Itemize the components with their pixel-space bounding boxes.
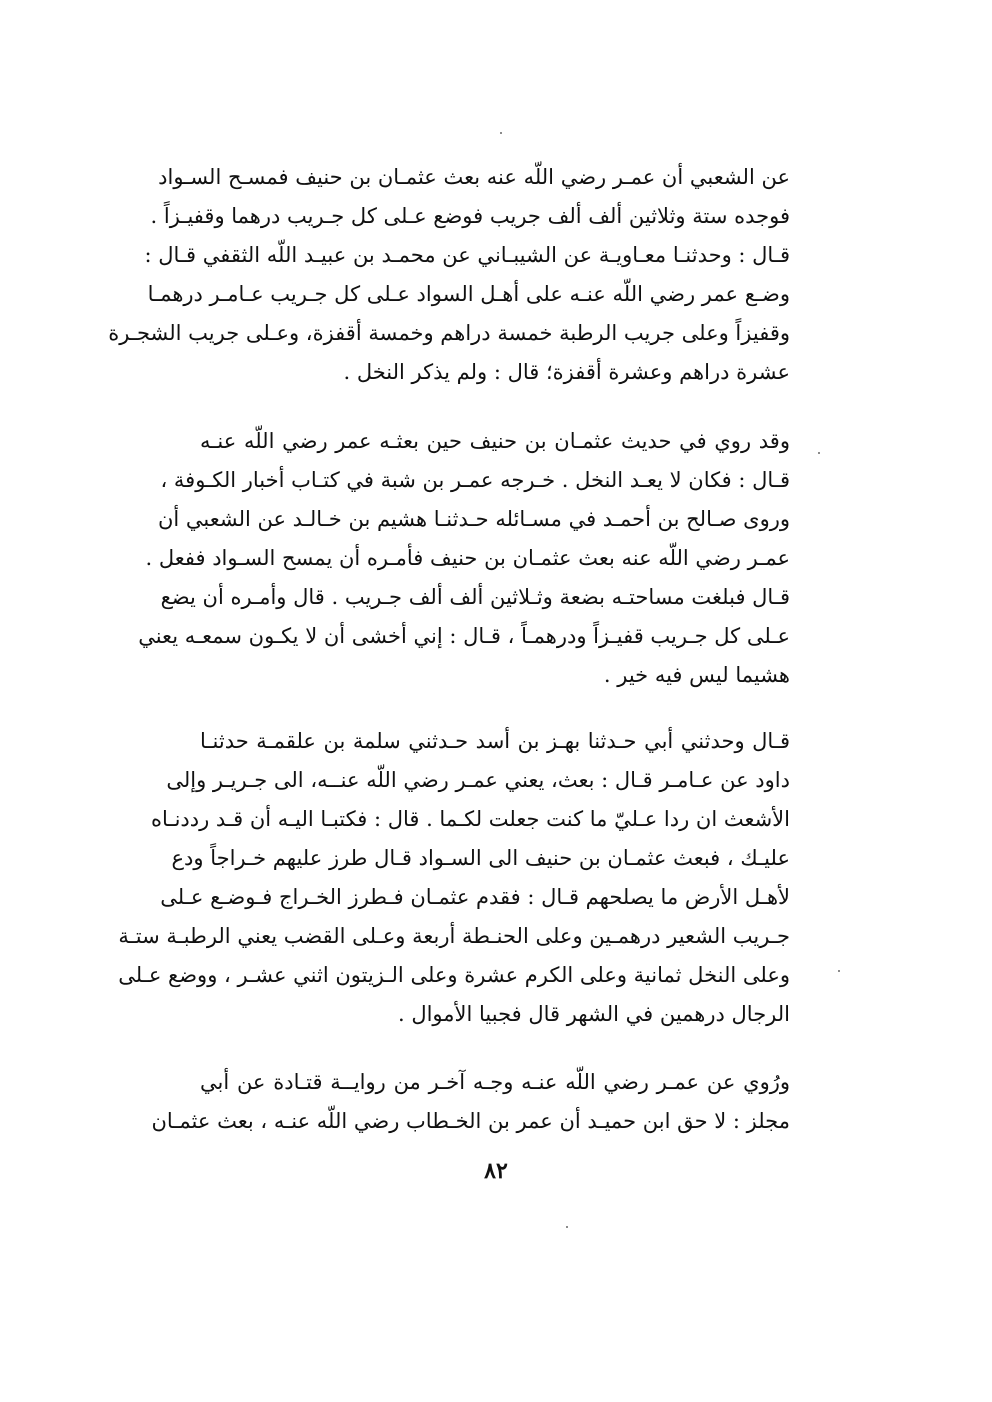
paragraph-line: داود عن عـامـر قـال : بعث، يعني عمـر رضي اللّه عنــه، الى جـريـر وإلى bbox=[166, 768, 790, 792]
paragraph-line: عليـك ، فبعث عثمـان بن حنيف الى السـواد قـال طرز عليهم خـراجاً ودع bbox=[171, 846, 790, 870]
paragraph-line: وقد روي في حديث عثمـان بن حنيف حين بعثـه عمر رضي اللّه عنـه bbox=[200, 429, 790, 453]
paragraph-line: فوجده ستة وثلاثين ألف ألف جريب فوضع عـلى كل جـريب درهما وقفيـزاً . bbox=[150, 204, 790, 228]
paragraph-line: جـريب الشعير درهمـين وعلى الحنـطة أربعة وعـلى القضب يعني الرطبـة ستـة bbox=[118, 924, 790, 948]
scan-speck bbox=[566, 1226, 568, 1228]
paragraph-line: الرجال درهمين في الشهر قال فجبيا الأموال . bbox=[397, 1002, 790, 1026]
paragraph-line: قـال فبلغت مساحتـه بضعة وثـلاثين ألف ألف جـريب . قال وأمـره أن يضع bbox=[160, 585, 790, 609]
paragraph-1 bbox=[108, 158, 790, 392]
paragraph-line: قـال : فكان لا يعـد النخل . خـرجه عمـر بن شبة في كتـاب أخبار الكـوفة ، bbox=[160, 468, 790, 492]
paragraph-line: ورُوي عن عمـر رضي اللّه عنـه وجـه آخـر من روايــة قتـادة عن أبي bbox=[200, 1070, 790, 1094]
paragraph-line: هشيما ليس فيه خير . bbox=[603, 663, 790, 687]
paragraph-3 bbox=[118, 722, 790, 1034]
paragraph-line: الأشعث ان ردا عـليّ ما كنت جعلت لكـما . قال : فكتبـا اليـه أن قـد رددنـاه bbox=[151, 807, 790, 831]
paragraph-2 bbox=[138, 422, 790, 695]
paragraph-line: وعلى النخل ثمانية وعلى الكرم عشرة وعلى الـزيتون اثني عشـر ، ووضع عـلى bbox=[118, 963, 790, 987]
paragraph-line: قـال وحدثني أبي حـدثنا بهـز بن أسد حـدثني سلمة بن علقمـة حدثنـا bbox=[200, 729, 790, 753]
paragraph-line: قـال : وحدثنـا معـاويـة عن الشيبـاني عن محمـد بن عبيـد اللّه الثقفي قـال : bbox=[144, 243, 790, 267]
scan-speck bbox=[838, 970, 840, 972]
paragraph-4 bbox=[151, 1063, 790, 1141]
paragraph-line: عشرة دراهم وعشرة أقفزة؛ قال : ولم يذكر النخل . bbox=[343, 360, 790, 384]
paragraph-line: عمـر رضي اللّه عنه بعث عثمـان بن حنيف فأمـره أن يمسح السـواد ففعل . bbox=[145, 546, 790, 570]
paragraph-line: عن الشعبي أن عمـر رضي اللّه عنه بعث عثمـان بن حنيف فمسـح السـواد bbox=[158, 165, 790, 189]
page-number: ٨٢ bbox=[484, 1158, 508, 1184]
scan-speck bbox=[500, 132, 502, 134]
scan-speck bbox=[818, 452, 820, 454]
paragraph-line: عـلى كل جـريب قفيـزاً ودرهمـاً ، قـال : إني أخشى أن لا يكـون سمعـه يعني bbox=[138, 624, 790, 648]
paragraph-line: وقفيزاً وعلى جريب الرطبة خمسة دراهم وخمسة أقفزة، وعـلى جريب الشجـرة bbox=[108, 321, 790, 345]
paragraph-line: وضـع عمر رضي اللّه عنـه على أهـل السواد عـلى كل جـريب عـامـر درهمـا bbox=[147, 282, 790, 306]
paragraph-line: مجلز : لا حق ابن حميـد أن عمر بن الخـطاب رضي اللّه عنـه ، بعث عثمـان bbox=[151, 1109, 790, 1133]
paragraph-line: لأهـل الأرض ما يصلحهم قـال : فقدم عثمـان فـطرز الخـراج فـوضـع عـلى bbox=[160, 885, 790, 909]
paragraph-line: وروى صـالح بن أحمـد في مسـائله حـدثنـا هشيم بن خـالـد عن الشعبي أن bbox=[157, 507, 790, 531]
